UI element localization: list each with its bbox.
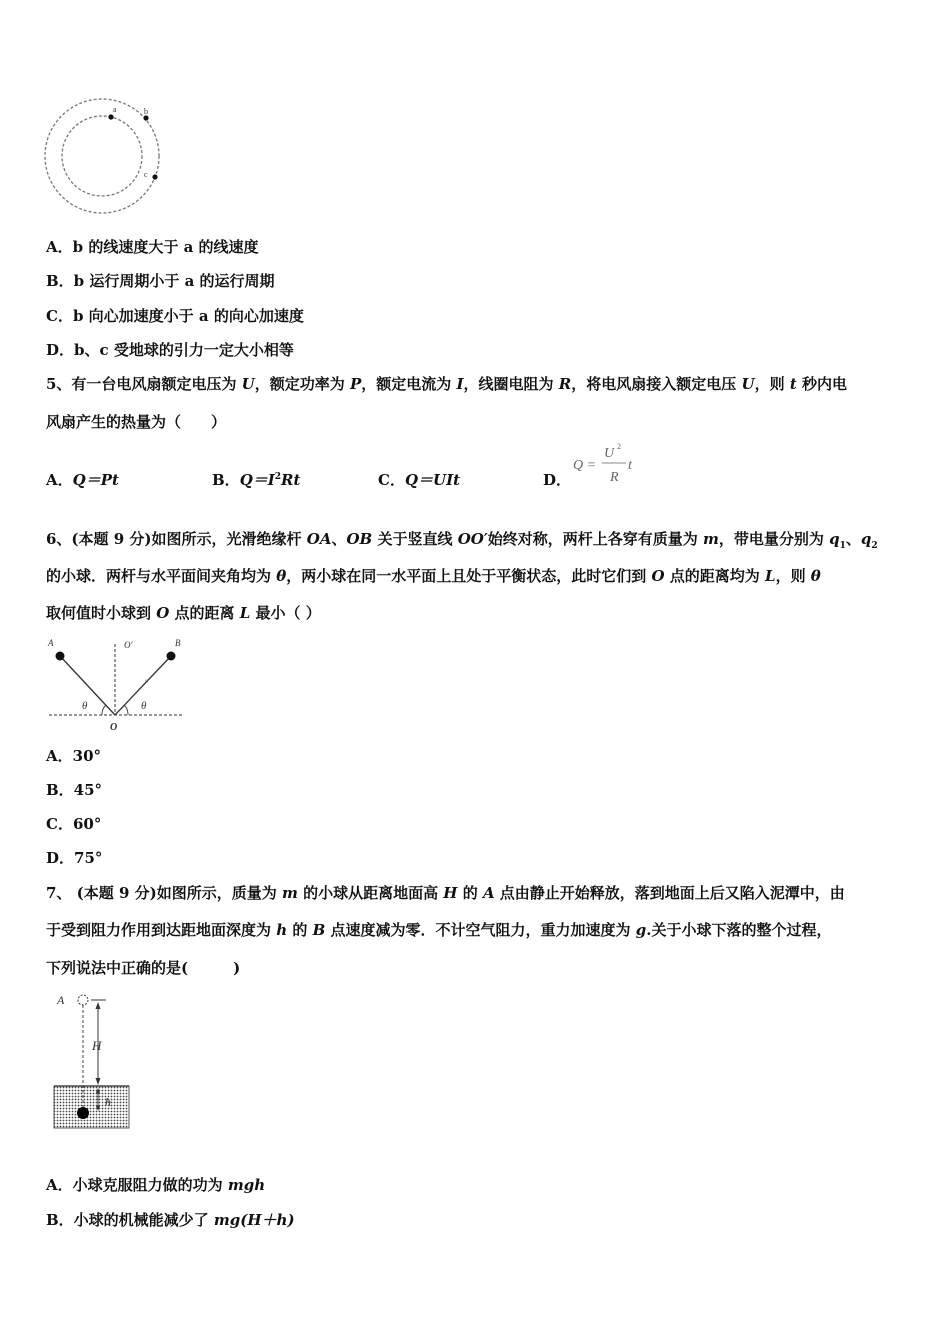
- q5-stem-line2: 风扇产生的热量为（ ）: [46, 413, 227, 431]
- label-O-prime: O': [124, 640, 133, 650]
- satellite-a: [108, 114, 113, 119]
- q7-option-b: B．小球的机械能减少了 mg(H＋h): [46, 1211, 295, 1229]
- q6-stem-line1: 6、(本题 9 分)如图所示，光滑绝缘杆 OA、OB 关于竖直线 OO′始终对称，两杆上各穿有质量为 m，带电量分别为 $q_1$、$q_2$: [46, 530, 878, 551]
- q7-stem-line2: 于受到阻力作用到达距地面深度为 h 的 B 点速度减为零．不计空气阻力，重力加速度为 g.关于小球下落的整个过程，: [46, 921, 832, 939]
- svg-text:U: U: [604, 446, 615, 461]
- q7-stem-line3: 下列说法中正确的是( ): [46, 959, 241, 977]
- label-O: O: [110, 722, 118, 733]
- svg-text:Q =: Q =: [573, 458, 597, 473]
- ball-a: [56, 652, 65, 661]
- orbit-diagram: [40, 92, 170, 217]
- q5-stem-line1: 5、有一台电风扇额定电压为 U，额定功率为 P，额定电流为 I，线圈电阻为 R，将电风扇接入额定电压 U，则 t 秒内电: [46, 375, 847, 393]
- label-B: B: [175, 638, 181, 648]
- falling-ball-diagram: [50, 990, 140, 1132]
- q6-option-a: A．30°: [46, 747, 102, 765]
- svg-text:t: t: [628, 458, 632, 473]
- ball-start: [78, 995, 88, 1005]
- label-b: b: [144, 107, 148, 116]
- ball-b: [167, 652, 176, 661]
- q4-option-a: A．b 的线速度大于 a 的线速度: [46, 238, 259, 256]
- inner-orbit: [62, 116, 142, 196]
- q4-option-b: B．b 运行周期小于 a 的运行周期: [46, 272, 275, 290]
- q7-option-a: A．小球克服阻力做的功为 mgh: [46, 1176, 266, 1194]
- label-H: H: [92, 1038, 102, 1053]
- q6-stem-line2: 的小球．两杆与水平面间夹角均为 θ，两小球在同一水平面上且处于平衡状态，此时它们到 O 点的距离均为 L，则 θ: [46, 567, 821, 585]
- q4-option-d: D．b、c 受地球的引力一定大小相等: [46, 341, 294, 359]
- q6-option-d: D．75°: [46, 849, 103, 867]
- q5-option-b: B．$Q=I^2Rt$: [212, 471, 301, 489]
- q6-option-c: C．60°: [46, 815, 102, 833]
- mud-region: [54, 1086, 129, 1128]
- label-theta-left: θ: [82, 700, 88, 712]
- satellite-c: [152, 174, 157, 179]
- ball-end: [77, 1107, 89, 1119]
- q5-option-c: C．Q＝UIt: [378, 471, 461, 489]
- label-A: A: [57, 993, 65, 1007]
- q7-stem-line1: 7、 (本题 9 分)如图所示，质量为 m 的小球从距离地面高 H 的 A 点由静止开始释放，落到地面上后又陷入泥潭中，由: [46, 884, 845, 902]
- rod-oa: [60, 656, 115, 715]
- svg-text:R: R: [610, 470, 619, 485]
- q6-stem-line3: 取何值时小球到 O 点的距离 L 最小（ ）: [46, 604, 321, 622]
- svg-text:2: 2: [617, 443, 621, 451]
- label-c: c: [144, 170, 148, 179]
- label-h: h: [105, 1095, 111, 1109]
- label-mark: ω: [145, 679, 149, 684]
- q5-option-d-formula: [572, 443, 642, 487]
- label-A: A: [48, 638, 54, 648]
- q5-option-a: A．Q＝Pt: [46, 471, 119, 489]
- q4-option-c: C．b 向心加速度小于 a 的向心加速度: [46, 307, 304, 325]
- label-theta-right: θ: [141, 700, 147, 712]
- satellite-b: [143, 115, 148, 120]
- q5-option-d: D．: [543, 471, 572, 489]
- q6-option-b: B．45°: [46, 781, 103, 799]
- rods-diagram: [44, 634, 189, 734]
- label-a: a: [113, 105, 117, 114]
